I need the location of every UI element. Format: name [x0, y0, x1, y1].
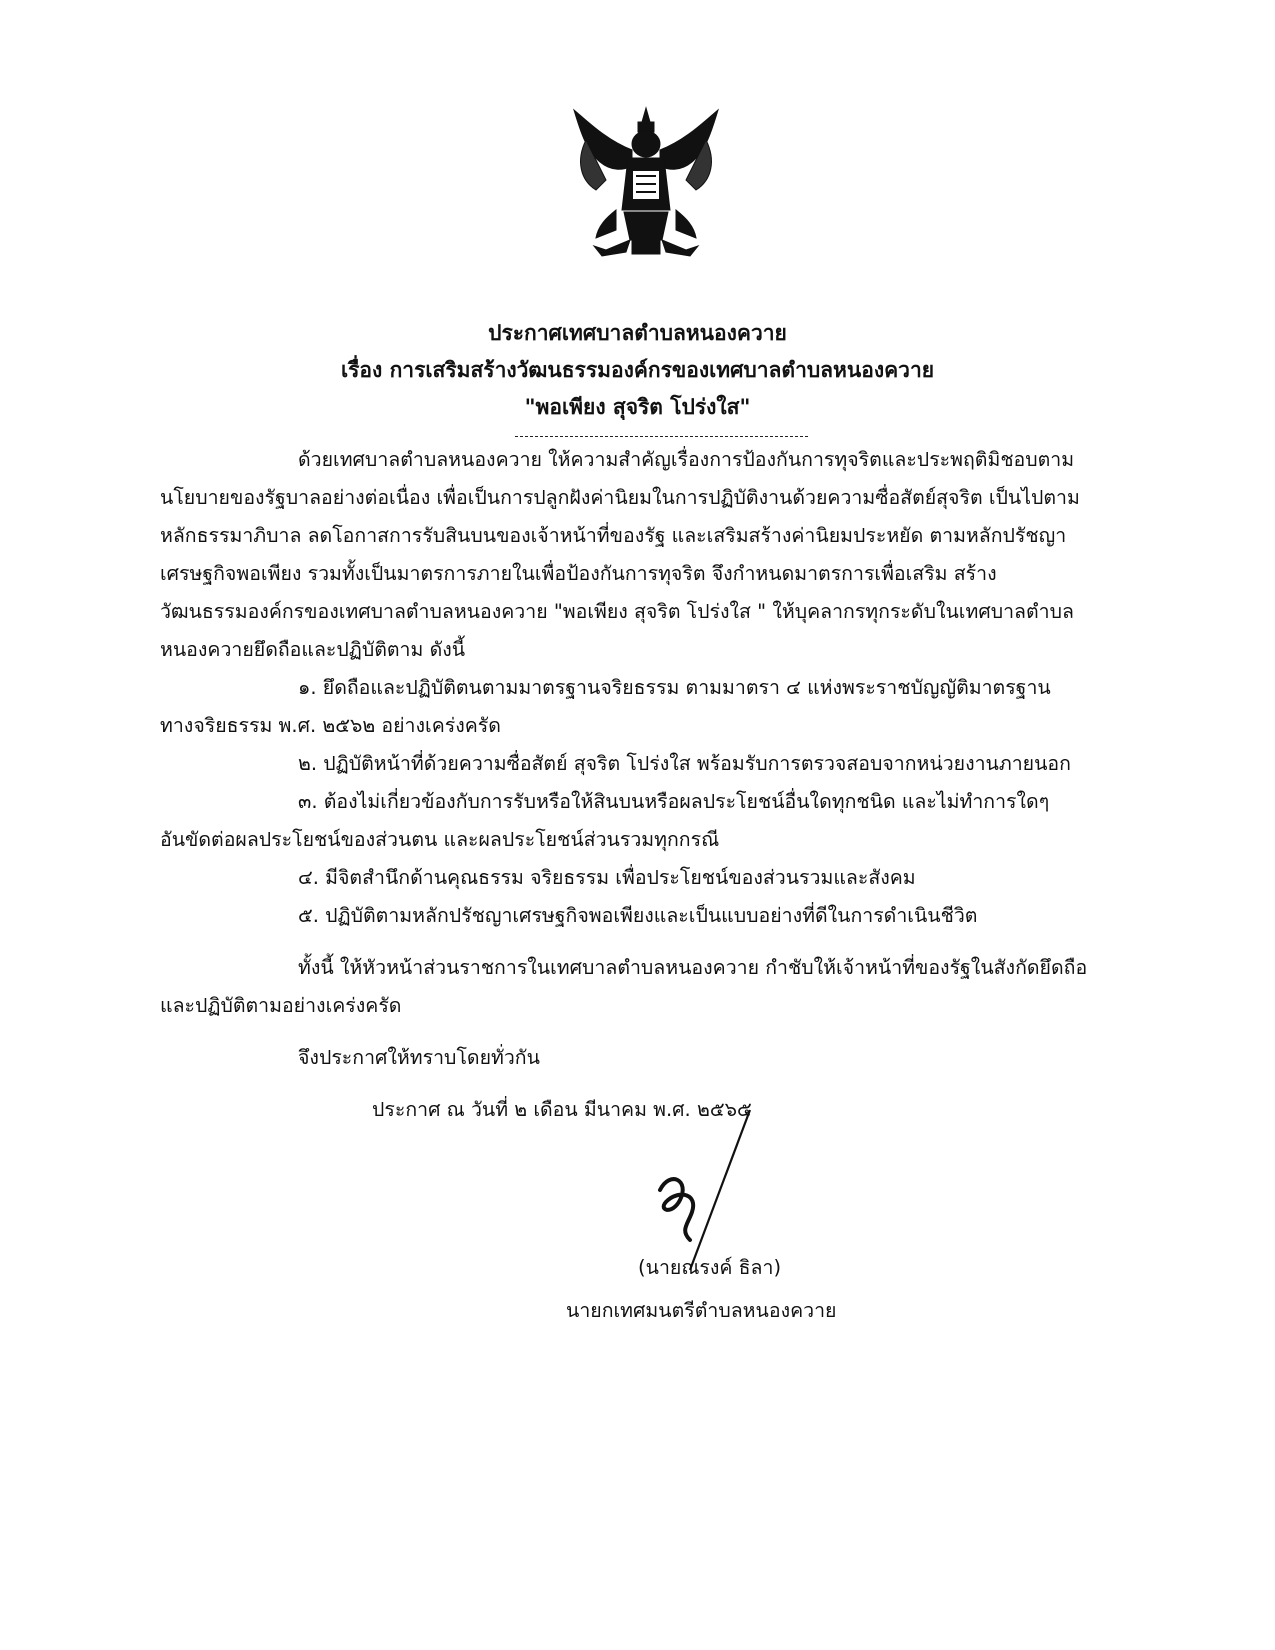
list-item: ๕. ปฏิบัติตามหลักปรัชญาเศรษฐกิจพอเพียงและเป็นแบบอย่างที่ดีในการดำเนินชีวิต — [298, 904, 978, 927]
list-item: ๔. มีจิตสำนึกด้านคุณธรรม จริยธรรม เพื่อประโยชน์ของส่วนรวมและสังคม — [298, 866, 916, 889]
signatory-name: (นายณรงค์ ธิลา) — [638, 1256, 782, 1279]
title-separator — [515, 436, 808, 437]
closing-line: และปฏิบัติตามอย่างเคร่งครัด — [160, 994, 402, 1017]
intro-line: นโยบายของรัฐบาลอย่างต่อเนื่อง เพื่อเป็นการปลูกฝังค่านิยมในการปฏิบัติงานด้วยความซื่อสัตย์สุจริต เป็นไปตาม — [160, 486, 1080, 509]
intro-line: หลักธรรมาภิบาล ลดโอกาสการรับสินบนของเจ้าหน้าที่ของรัฐ และเสริมสร้างค่านิยมประหยัด ตามหลักปรัชญา — [160, 524, 1067, 547]
announcement-date: ประกาศ ณ วันที่ ๒ เดือน มีนาคม พ.ศ. ๒๕๖๕ — [372, 1098, 752, 1121]
list-item-continuation: อันขัดต่อผลประโยชน์ของส่วนตน และผลประโยชน์ส่วนรวมทุกกรณี — [160, 828, 720, 851]
intro-line: วัฒนธรรมองค์กรของเทศบาลตำบลหนองควาย "พอเพียง สุจริต โปร่งใส " ให้บุคลากรทุกระดับในเทศบาลตำบล — [160, 600, 1074, 623]
signatory-position: นายกเทศมนตรีตำบลหนองควาย — [566, 1299, 837, 1322]
intro-line: หนองควายยึดถือและปฏิบัติตาม ดังนี้ — [160, 638, 466, 661]
list-item-continuation: ทางจริยธรรม พ.ศ. ๒๕๖๒ อย่างเคร่งครัด — [160, 714, 501, 737]
announcement-title: ประกาศเทศบาลตำบลหนองควาย — [488, 321, 787, 345]
announce-line: จึงประกาศให้ทราบโดยทั่วกัน — [298, 1046, 540, 1069]
intro-line: เศรษฐกิจพอเพียง รวมทั้งเป็นมาตรการภายในเพื่อป้องกันการทุจริต จึงกำหนดมาตรการเพื่อเสริม สร้าง — [160, 562, 997, 585]
garuda-emblem-icon — [566, 100, 726, 270]
list-item: ๓. ต้องไม่เกี่ยวข้องกับการรับหรือให้สินบนหรือผลประโยชน์อื่นใดทุกชนิด และไม่ทำการใดๆ — [298, 790, 1050, 813]
announcement-subject: เรื่อง การเสริมสร้างวัฒนธรรมองค์กรของเทศบาลตำบลหนองควาย — [340, 358, 935, 382]
list-item: ๒. ปฏิบัติหน้าที่ด้วยความซื่อสัตย์ สุจริต โปร่งใส พร้อมรับการตรวจสอบจากหน่วยงานภายนอก — [298, 752, 1071, 775]
list-item: ๑. ยึดถือและปฏิบัติตนตามมาตรฐานจริยธรรม ตามมาตรา ๔ แห่งพระราชบัญญัติมาตรฐาน — [298, 676, 1051, 699]
closing-line: ทั้งนี้ ให้หัวหน้าส่วนราชการในเทศบาลตำบลหนองควาย กำชับให้เจ้าหน้าที่ของรัฐในสังกัดยึดถือ — [298, 956, 1088, 979]
intro-line: ด้วยเทศบาลตำบลหนองควาย ให้ความสำคัญเรื่องการป้องกันการทุจริตและประพฤติมิชอบตาม — [298, 448, 1075, 471]
announcement-motto: "พอเพียง สุจริต โปร่งใส" — [524, 395, 751, 419]
